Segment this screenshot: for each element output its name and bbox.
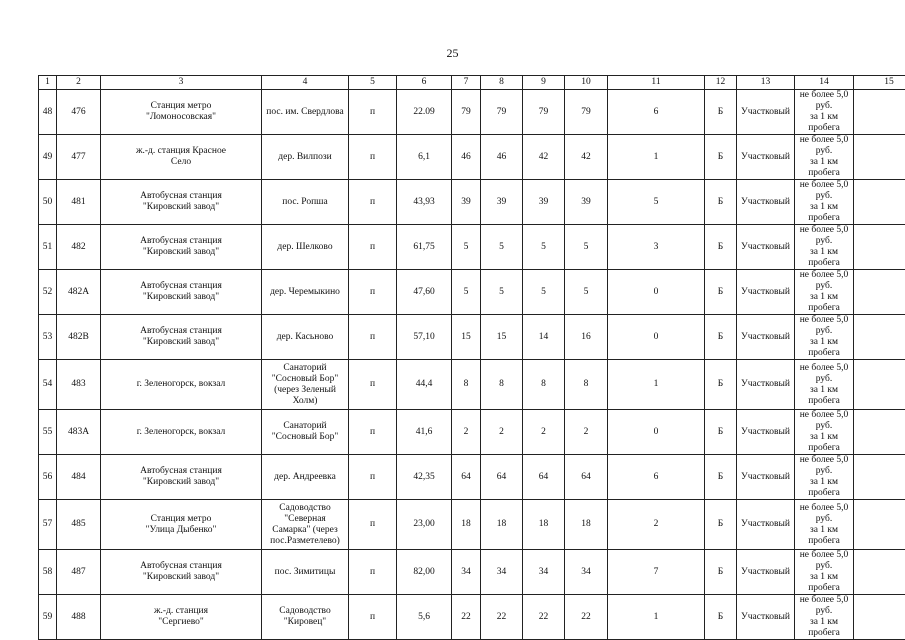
table-row — [39, 135, 905, 180]
table-cell — [854, 500, 905, 550]
table-cell: 39 — [452, 180, 481, 225]
table-cell: 2 — [481, 410, 523, 455]
table-cell: 46 — [452, 135, 481, 180]
table-cell: 52 — [39, 270, 57, 315]
table-row — [39, 410, 905, 455]
column-header: 11 — [608, 76, 705, 90]
table-row — [39, 360, 905, 410]
table-cell: 79 — [523, 90, 565, 135]
table-cell: 64 — [523, 455, 565, 500]
table-cell: 8 — [452, 360, 481, 410]
table-row — [39, 550, 905, 595]
table-cell: п — [349, 360, 397, 410]
table-cell: 44,4 — [397, 360, 452, 410]
table-cell: Б — [705, 360, 737, 410]
table-cell: 16 — [565, 315, 608, 360]
table-cell — [854, 360, 905, 410]
table-cell: 79 — [481, 90, 523, 135]
table-cell: 22 — [481, 595, 523, 640]
table-cell: не более 5,0 руб. за 1 км пробега — [795, 410, 854, 455]
column-header: 12 — [705, 76, 737, 90]
table-cell — [854, 410, 905, 455]
table-cell: 18 — [481, 500, 523, 550]
table-cell: ж.-д. станция "Сергиево" — [101, 595, 262, 640]
table-cell: 15 — [481, 315, 523, 360]
table-cell: Участковый — [737, 315, 795, 360]
table-cell: Санаторий "Сосновый Бор" — [262, 410, 349, 455]
table-cell: не более 5,0 руб. за 1 км пробега — [795, 225, 854, 270]
column-header: 5 — [349, 76, 397, 90]
table-cell: 482 — [57, 225, 101, 270]
table-cell: Б — [705, 270, 737, 315]
table-cell: п — [349, 225, 397, 270]
table-cell: Автобусная станция "Кировский завод" — [101, 455, 262, 500]
table-cell: п — [349, 455, 397, 500]
table-cell: 5 — [523, 225, 565, 270]
table-row — [39, 595, 905, 640]
table-cell: 6,1 — [397, 135, 452, 180]
table-cell: 5 — [481, 225, 523, 270]
table-cell: 56 — [39, 455, 57, 500]
column-header: 1 — [39, 76, 57, 90]
table-cell — [854, 270, 905, 315]
table-cell: 57 — [39, 500, 57, 550]
table-cell: 5 — [565, 270, 608, 315]
table-cell: 18 — [452, 500, 481, 550]
table-cell: п — [349, 270, 397, 315]
table-cell: 64 — [452, 455, 481, 500]
table-cell: Санаторий "Сосновый Бор" (через Зеленый Холм) — [262, 360, 349, 410]
table-cell: 82,00 — [397, 550, 452, 595]
table-header-row — [39, 76, 905, 90]
table-cell: Автобусная станция "Кировский завод" — [101, 315, 262, 360]
table-cell: 2 — [452, 410, 481, 455]
table-cell: 34 — [481, 550, 523, 595]
table-cell: 64 — [565, 455, 608, 500]
table-cell: 8 — [565, 360, 608, 410]
table-cell: Участковый — [737, 410, 795, 455]
table-cell: не более 5,0 руб. за 1 км пробега — [795, 360, 854, 410]
table-cell: Автобусная станция "Кировский завод" — [101, 180, 262, 225]
table-cell: не более 5,0 руб. за 1 км пробега — [795, 180, 854, 225]
table-cell: п — [349, 315, 397, 360]
table-row — [39, 270, 905, 315]
table-cell: Садоводство "Кировец" — [262, 595, 349, 640]
table-cell: Садоводство "Северная Самарка" (через пос.Разметелево) — [262, 500, 349, 550]
table-cell: Б — [705, 455, 737, 500]
table-cell: 34 — [565, 550, 608, 595]
table-cell: 5 — [523, 270, 565, 315]
table-cell: 0 — [608, 410, 705, 455]
page-number: 25 — [446, 46, 459, 60]
table-cell: 481 — [57, 180, 101, 225]
table-cell: Участковый — [737, 180, 795, 225]
table-cell: 5 — [452, 225, 481, 270]
column-header: 13 — [737, 76, 795, 90]
table-cell: 5 — [608, 180, 705, 225]
table-cell: 57,10 — [397, 315, 452, 360]
column-header: 14 — [795, 76, 854, 90]
table-cell: 53 — [39, 315, 57, 360]
table-cell: Б — [705, 595, 737, 640]
table-row — [39, 315, 905, 360]
table-row — [39, 90, 905, 135]
table-row — [39, 500, 905, 550]
column-header: 9 — [523, 76, 565, 90]
table-cell: Участковый — [737, 90, 795, 135]
table-cell: 48 — [39, 90, 57, 135]
table-cell: Участковый — [737, 455, 795, 500]
table-cell: пос. Зимитицы — [262, 550, 349, 595]
table-cell: 39 — [565, 180, 608, 225]
table-cell: 2 — [523, 410, 565, 455]
table-cell: пос. Ропша — [262, 180, 349, 225]
table-cell: п — [349, 410, 397, 455]
table-cell: не более 5,0 руб. за 1 км пробега — [795, 500, 854, 550]
table-cell: дер. Вилпози — [262, 135, 349, 180]
table-cell: 3 — [608, 225, 705, 270]
table-cell: 59 — [39, 595, 57, 640]
table-cell: 0 — [608, 315, 705, 360]
table-cell: Б — [705, 225, 737, 270]
table-cell: Участковый — [737, 270, 795, 315]
table-cell: ж.-д. станция Красное Село — [101, 135, 262, 180]
table-cell: 1 — [608, 595, 705, 640]
table-cell: 0 — [608, 270, 705, 315]
table-cell: 22 — [565, 595, 608, 640]
table-cell: Б — [705, 315, 737, 360]
table-cell: 5,6 — [397, 595, 452, 640]
table-row — [39, 180, 905, 225]
routes-table — [38, 75, 905, 640]
table-cell — [854, 135, 905, 180]
table-cell: Автобусная станция "Кировский завод" — [101, 270, 262, 315]
table-cell: Автобусная станция "Кировский завод" — [101, 225, 262, 270]
table-cell: 5 — [565, 225, 608, 270]
table-cell: 487 — [57, 550, 101, 595]
table-cell: 39 — [481, 180, 523, 225]
table-cell: Участковый — [737, 550, 795, 595]
table-cell: Б — [705, 410, 737, 455]
table-cell: п — [349, 550, 397, 595]
table-cell: Участковый — [737, 225, 795, 270]
table-cell: 50 — [39, 180, 57, 225]
table-cell: 14 — [523, 315, 565, 360]
table-cell: 482А — [57, 270, 101, 315]
column-header: 4 — [262, 76, 349, 90]
table-cell: 47,60 — [397, 270, 452, 315]
table-cell: п — [349, 595, 397, 640]
column-header: 8 — [481, 76, 523, 90]
table-cell: 7 — [608, 550, 705, 595]
table-cell: 22 — [452, 595, 481, 640]
table-cell — [854, 90, 905, 135]
table-cell: 15 — [452, 315, 481, 360]
table-cell: Б — [705, 180, 737, 225]
table-cell: пос. им. Свердлова — [262, 90, 349, 135]
table-cell: 18 — [523, 500, 565, 550]
table-cell: 41,6 — [397, 410, 452, 455]
table-cell: 8 — [481, 360, 523, 410]
table-cell: Участковый — [737, 360, 795, 410]
column-header: 6 — [397, 76, 452, 90]
table-cell: Б — [705, 500, 737, 550]
table-cell: 39 — [523, 180, 565, 225]
table-cell: 8 — [523, 360, 565, 410]
table-cell: 5 — [481, 270, 523, 315]
table-cell: не более 5,0 руб. за 1 км пробега — [795, 595, 854, 640]
table-cell: 58 — [39, 550, 57, 595]
table-cell: п — [349, 135, 397, 180]
table-cell: не более 5,0 руб. за 1 км пробега — [795, 455, 854, 500]
table-cell: 79 — [565, 90, 608, 135]
table-cell: 43,93 — [397, 180, 452, 225]
table-cell: п — [349, 90, 397, 135]
column-header: 2 — [57, 76, 101, 90]
table-cell: Станция метро "Улица Дыбенко" — [101, 500, 262, 550]
table-row — [39, 225, 905, 270]
column-header: 15 — [854, 76, 905, 90]
table-cell: 6 — [608, 90, 705, 135]
table-cell: 6 — [608, 455, 705, 500]
table-cell: 2 — [608, 500, 705, 550]
table-cell: не более 5,0 руб. за 1 км пробега — [795, 550, 854, 595]
table-cell: 488 — [57, 595, 101, 640]
table-cell: 1 — [608, 360, 705, 410]
column-header: 3 — [101, 76, 262, 90]
table-cell: п — [349, 180, 397, 225]
table-cell: 1 — [608, 135, 705, 180]
table-cell: 79 — [452, 90, 481, 135]
table-cell: 5 — [452, 270, 481, 315]
table-cell — [854, 180, 905, 225]
table-cell: Участковый — [737, 135, 795, 180]
table-cell: 34 — [523, 550, 565, 595]
table-cell: 483 — [57, 360, 101, 410]
table-cell: 42 — [565, 135, 608, 180]
column-header: 10 — [565, 76, 608, 90]
table-cell: 23,00 — [397, 500, 452, 550]
table-cell: 483А — [57, 410, 101, 455]
table-cell: 49 — [39, 135, 57, 180]
table-cell: 18 — [565, 500, 608, 550]
table-cell — [854, 315, 905, 360]
table-cell: дер. Касьново — [262, 315, 349, 360]
table-cell: не более 5,0 руб. за 1 км пробега — [795, 270, 854, 315]
table-cell: 2 — [565, 410, 608, 455]
table-cell: дер. Шелково — [262, 225, 349, 270]
table-cell: дер. Черемыкино — [262, 270, 349, 315]
table-cell: Автобусная станция "Кировский завод" — [101, 550, 262, 595]
table-cell: 482В — [57, 315, 101, 360]
table-cell: 55 — [39, 410, 57, 455]
table-cell: 477 — [57, 135, 101, 180]
table-cell: г. Зеленогорск, вокзал — [101, 360, 262, 410]
table-cell — [854, 455, 905, 500]
table-cell: 46 — [481, 135, 523, 180]
table-cell: 22.09 — [397, 90, 452, 135]
table-cell — [854, 225, 905, 270]
table-cell: г. Зеленогорск, вокзал — [101, 410, 262, 455]
table-cell — [854, 550, 905, 595]
table-row — [39, 455, 905, 500]
table-cell: п — [349, 500, 397, 550]
table-cell: 34 — [452, 550, 481, 595]
table-cell: 42 — [523, 135, 565, 180]
table-cell: 42,35 — [397, 455, 452, 500]
table-cell: не более 5,0 руб. за 1 км пробега — [795, 315, 854, 360]
table-cell: 484 — [57, 455, 101, 500]
table-cell — [854, 595, 905, 640]
table-cell: Б — [705, 135, 737, 180]
table-cell: 61,75 — [397, 225, 452, 270]
table-cell: 51 — [39, 225, 57, 270]
table-cell: не более 5,0 руб. за 1 км пробега — [795, 135, 854, 180]
column-header: 7 — [452, 76, 481, 90]
table-cell: Участковый — [737, 595, 795, 640]
table-cell: 485 — [57, 500, 101, 550]
table-cell: не более 5,0 руб. за 1 км пробега — [795, 90, 854, 135]
table-cell: 54 — [39, 360, 57, 410]
table-cell: 22 — [523, 595, 565, 640]
table-cell: 64 — [481, 455, 523, 500]
table-cell: дер. Андреевка — [262, 455, 349, 500]
table-cell: Б — [705, 90, 737, 135]
table-cell: Б — [705, 550, 737, 595]
table-cell: 476 — [57, 90, 101, 135]
table-cell: Участковый — [737, 500, 795, 550]
table-cell: Станция метро "Ломоносовская" — [101, 90, 262, 135]
